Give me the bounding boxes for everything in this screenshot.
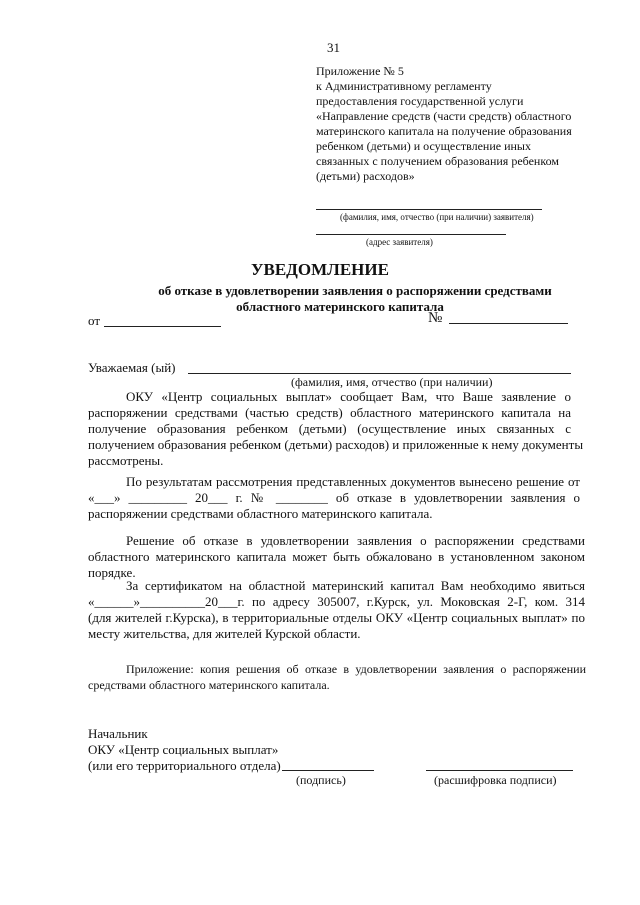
signature-line[interactable] (282, 770, 374, 771)
recipient-name-line[interactable] (188, 373, 571, 374)
page-number: 31 (327, 40, 340, 55)
notice-title: УВЕДОМЛЕНИЕ (251, 260, 389, 279)
appendix-title: Приложение № 5 (316, 64, 404, 78)
appendix-line: к Административному регламенту (316, 79, 492, 93)
number-line[interactable] (449, 323, 568, 324)
attachment-line: Приложение: копия решения об отказе в удовлетворении заявления о распоряжении (126, 662, 586, 676)
appendix-line: (детьми) расходов» (316, 169, 415, 183)
paragraph-line: распоряжении средствами областного материнского капитала. (88, 506, 433, 521)
paragraph-line: (для жителей г.Курска), в территориальные отделы ОКУ «Центр социальных выплат» по (88, 610, 585, 625)
recipient-name-caption: (фамилия, имя, отчество (при наличии) (291, 375, 493, 389)
appendix-line: «Направление средств (части средств) областного (316, 109, 572, 123)
applicant-name-line[interactable] (316, 209, 542, 210)
appendix-line: предоставления государственной услуги (316, 94, 524, 108)
paragraph-line: распоряжении средствами (частью средств) областного материнского капитала на (88, 405, 571, 420)
notice-subtitle: об отказе в удовлетворении заявления о распоряжении средствами (158, 283, 552, 298)
signature-caption: (подпись) (296, 773, 346, 787)
applicant-address-line[interactable] (316, 234, 506, 235)
appendix-line: ребенком (детьми) и осуществление иных (316, 139, 531, 153)
applicant-address-caption: (адрес заявителя) (366, 237, 433, 247)
paragraph-line: За сертификатом на областной материнский капитал Вам необходимо явиться (126, 578, 585, 593)
paragraph-line: порядке. (88, 565, 136, 580)
paragraph-line: рассмотрены. (88, 453, 164, 468)
signatory-dept: (или его территориального отдела) (88, 758, 281, 773)
salutation-label: Уважаемая (ый) (88, 360, 176, 375)
paragraph-line: получение образования ребенком (детьми) (осуществление иных связанных с (88, 421, 571, 436)
paragraph-line: ОКУ «Центр социальных выплат» сообщает Вам, что Ваше заявление о (126, 389, 571, 404)
signatory-org: ОКУ «Центр социальных выплат» (88, 742, 279, 757)
paragraph-line: По результатам рассмотрения представленных документов вынесено решение от (126, 474, 580, 489)
appendix-line: материнского капитала на получение образования (316, 124, 572, 138)
signature-decode-line[interactable] (426, 770, 573, 771)
paragraph-line: «___» _________ 20___ г. № ________ об отказе в удовлетворении заявления о (88, 490, 580, 505)
notice-subtitle: областного материнского капитала (236, 299, 444, 314)
signature-decode-caption: (расшифровка подписи) (434, 773, 557, 787)
paragraph-line: Решение об отказе в удовлетворении заявления о распоряжении средствами (126, 533, 585, 548)
from-date-line[interactable] (104, 326, 221, 327)
paragraph-line: получением образования ребенком (детьми) расходов) и приложенные к нему документы (88, 437, 584, 452)
paragraph-line: месту жительства, для жителей Курской области. (88, 626, 361, 641)
number-label: № (428, 310, 443, 326)
appendix-line: связанных с получением образования ребенком (316, 154, 559, 168)
paragraph-line: «______»__________20___г. по адресу 305007, г.Курск, ул. Моковская 2-Г, ком. 314 (88, 594, 585, 609)
applicant-name-caption: (фамилия, имя, отчество (при наличии) заявителя) (340, 212, 534, 222)
attachment-line: средствами областного материнского капитала. (88, 678, 330, 692)
paragraph-line: областного материнского капитала может быть обжаловано в установленном законом (88, 549, 585, 564)
from-label: от (88, 313, 101, 328)
signatory-title: Начальник (88, 726, 148, 741)
